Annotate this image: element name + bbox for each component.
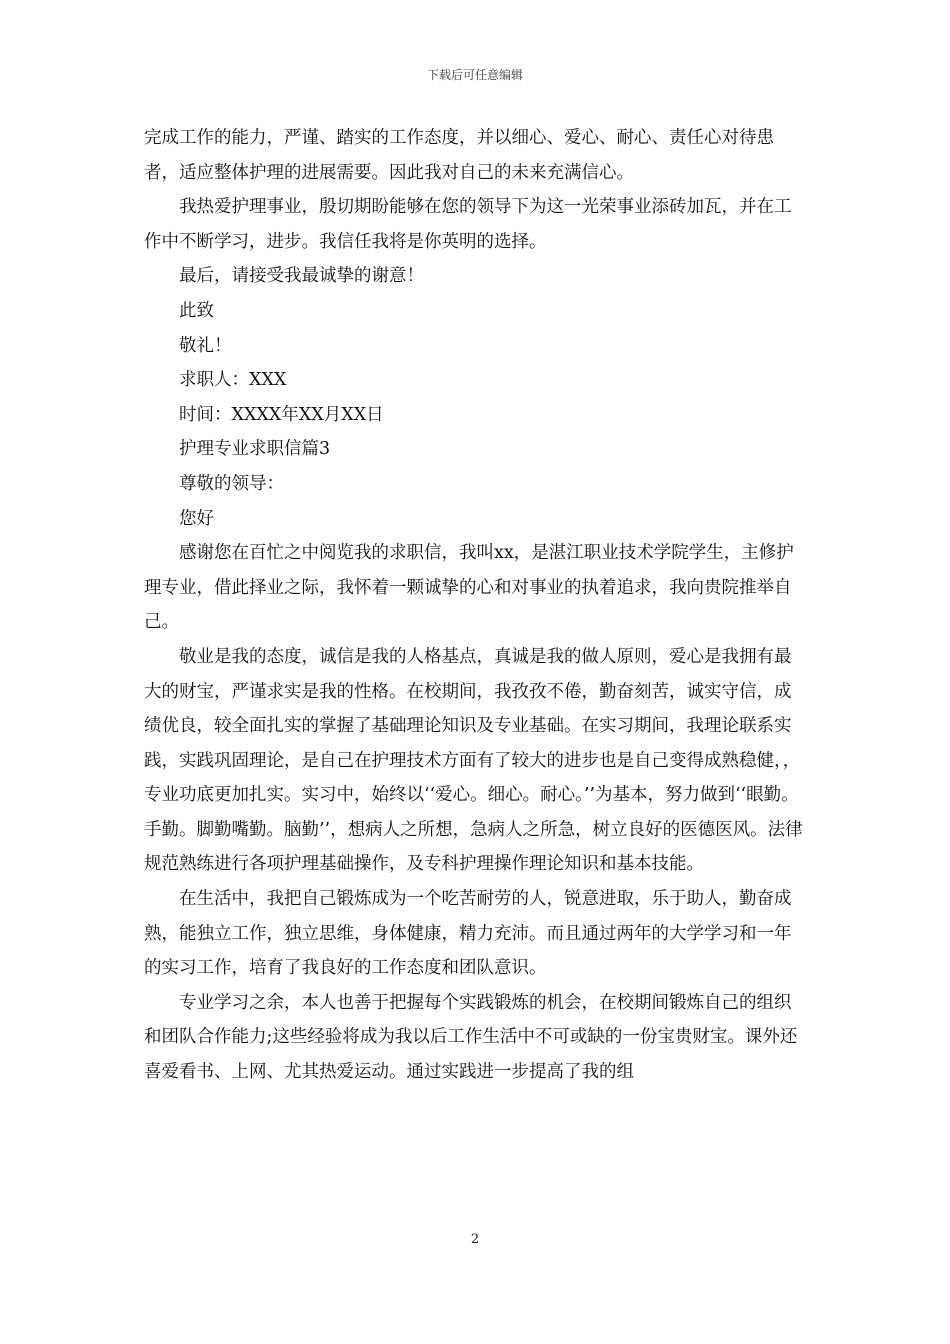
paragraph: 最后，请接受我最诚挚的谢意！ xyxy=(179,266,424,287)
greeting: 尊敬的领导： xyxy=(179,473,284,494)
page-header: 下载后可任意编辑 xyxy=(426,68,523,82)
paragraph: 感谢您在百忙之中阅览我的求职信，我叫xx，是湛江职业技术学院学生，主修护理专业，借此择业之际，我怀着一颗诚挚的心和对事业的执着追求，我向贵院推举自己。 xyxy=(144,543,794,633)
date-line: 时间：XXXX年XX月XX日 xyxy=(179,404,384,425)
salutation-closing: 此致 xyxy=(179,300,214,321)
paragraph: 我热爱护理事业，殷切期盼能够在您的领导下为这一光荣事业添砖加瓦，并在工作中不断学习，进步。我信任我将是你英明的选择。 xyxy=(144,197,792,252)
page-number: 2 xyxy=(470,1232,480,1247)
document-body xyxy=(144,121,807,1090)
paragraph: 专业学习之余，本人也善于把握每个实践锻炼的机会，在校期间锻炼自己的组织和团队合作能力;这些经验将成为我以后工作生活中不可或缺的一份宝贵财宝。课外还喜爱看书、上网、尤其热爱运动。通过实践进一步提高了我的组 xyxy=(144,992,798,1083)
greeting-hello: 您好 xyxy=(179,508,214,529)
salutation-regards: 敬礼！ xyxy=(179,335,232,356)
applicant-line: 求职人：XXX xyxy=(179,370,287,391)
paragraph: 敬业是我的态度，诚信是我的人格基点，真诚是我的做人原则，爱心是我拥有最大的财宝，严谨求实是我的性格。在校期间，我孜孜不倦，勤奋刻苦，诚实守信，成绩优良，较全面扎实的掌握了基础理论知识及专业基础。在实习期间，我理论联系实践，实践巩固理论，是自己在护理技术方面有了较大的进步也是自己变得成熟稳健，，专业功底更加扎实。实习中，始终以‘‘爱心。细心。耐心。’’为基本，努力做到‘‘眼勤。手勤。脚勤嘴勤。脑勤’’，想病人之所想，急病人之所急，树立良好的医德医风。法律规范熟练进行各项护理基础操作，及专科护理操作理论知识和基本技能。 xyxy=(144,646,803,875)
paragraph: 在生活中，我把自己锻炼成为一个吃苦耐劳的人，锐意进取，乐于助人，勤奋成熟，能独立工作，独立思维，身体健康，精力充沛。而且通过两年的大学学习和一年的实习工作，培育了我良好的工作态度和团队意识。 xyxy=(144,889,792,979)
section-title: 护理专业求职信篇3 xyxy=(179,439,331,460)
paragraph: 完成工作的能力，严谨、踏实的工作态度，并以细心、爱心、耐心、责任心对待患者，适应整体护理的进展需要。因此我对自己的未来充满信心。 xyxy=(144,128,774,183)
